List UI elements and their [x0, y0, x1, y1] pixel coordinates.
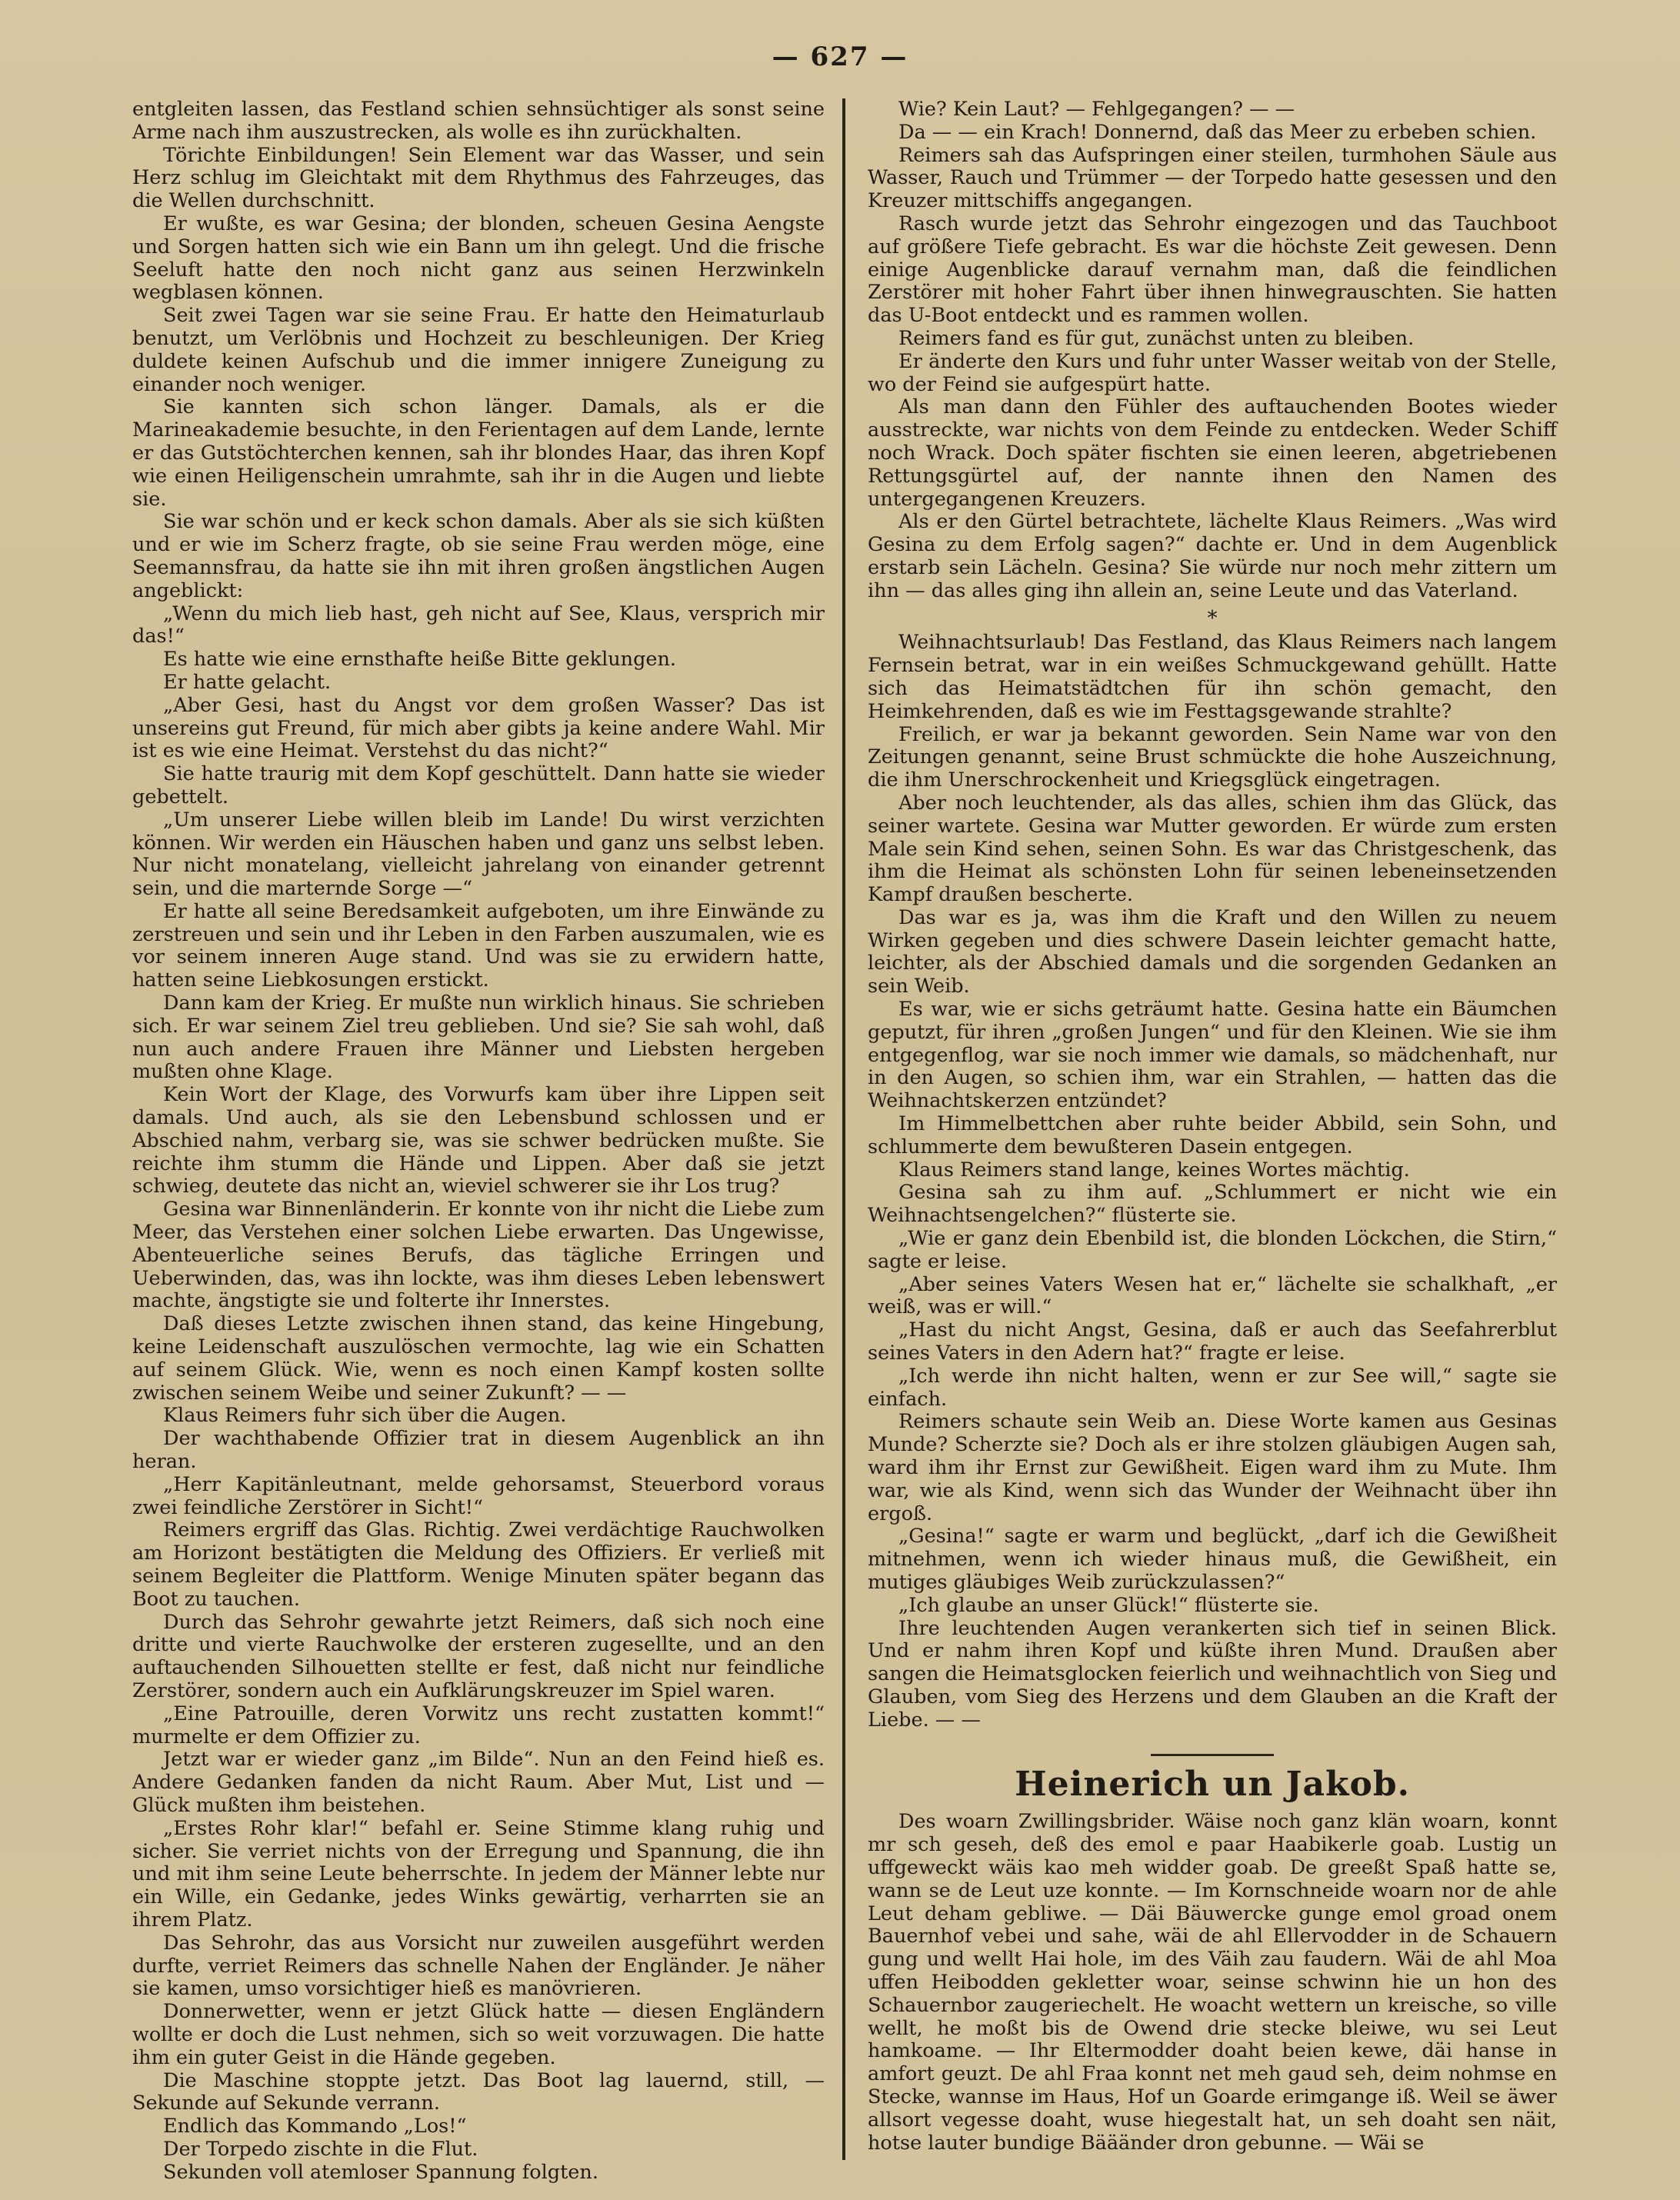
- paragraph: Er hatte all seine Beredsamkeit aufgeboten, um ihre Einwände zu zerstreuen und sein und ihr Leben in den Farben auszumalen, wie es vor seinem inneren Auge stand. Und was sie zu erwidern hatte, hatten seine Liebkosungen erstickt.: [132, 899, 825, 992]
- paragraph: Als man dann den Fühler des auftauchenden Bootes wieder ausstreckte, war nichts von dem Feinde zu entdecken. Weder Schiff noch Wrack. Doch später fischten sie einen leeren, abgetriebenen Rettungsgürtel auf, der nannte ihnen den Namen des untergegangenen Kreuzers.: [868, 395, 1557, 511]
- paragraph: Klaus Reimers stand lange, keines Wortes mächtig.: [898, 1158, 1410, 1182]
- section-star: *: [1207, 606, 1218, 630]
- paragraph: Freilich, er war ja bekannt geworden. Sein Name war von den Zeitungen genannt, seine Brust schmückte die hohe Auszeichnung, die ihm Unerschrockenheit und Kriegsglück eingetragen.: [868, 722, 1557, 792]
- paragraph: Das Sehrohr, das aus Vorsicht nur zuweilen ausgeführt werden durfte, verriet Reimers das schnelle Nahen der Engländer. Je näher sie kamen, umso vorsichtiger hieß es manövrieren.: [132, 1931, 825, 2001]
- paragraph: „Ich glaube an unser Glück!“ flüsterte sie.: [898, 1593, 1319, 1617]
- paragraph: Kein Wort der Klage, des Vorwurfs kam über ihre Lippen seit damals. Und auch, als sie den Lebensbund schlossen und er Abschied nahm, verbarg sie, was sie schwer bedrücken mußte. Sie reichte ihm stumm die Hände und Lippen. Aber daß sie jetzt schwieg, deutete das nicht an, wieviel schwerer sie ihr Los trug?: [132, 1083, 825, 1198]
- paragraph: Weihnachtsurlaub! Das Festland, das Klaus Reimers nach langem Fernsein betrat, war in ein weißes Schmuckgewand gehüllt. Hatte sich das Heimatstädtchen für ihn schön gemacht, den Heimkehrenden, daß es wie im Festtagsgewande strahlte?: [868, 631, 1557, 723]
- paragraph: Jetzt war er wieder ganz „im Bilde“. Nun an den Feind hieß es. Andere Gedanken fanden da nicht Raum. Aber Mut, List und — Glück mußten ihm beistehen.: [132, 1748, 825, 1817]
- paragraph: „Erstes Rohr klar!“ befahl er. Seine Stimme klang ruhig und sicher. Sie verriet nichts von der Erregung und Spannung, die ihn und mit ihm seine Leute beherrschte. In jedem der Männer lebte nur ein Wille, ein Gedanke, jedes Winks gewärtig, verharrten sie an ihrem Platz.: [132, 1816, 825, 1932]
- paragraph: „Wenn du mich lieb hast, geh nicht auf See, Klaus, versprich mir das!“: [132, 602, 825, 648]
- paragraph: Reimers sah das Aufspringen einer steilen, turmhohen Säule aus Wasser, Rauch und Trümmer — der Torpedo hatte gesessen und den Kreuzer mittschiffs angegangen.: [868, 143, 1557, 213]
- paragraph: „Herr Kapitänleutnant, melde gehorsamst, Steuerbord voraus zwei feindliche Zerstörer in Sicht!“: [132, 1472, 825, 1519]
- paragraph: „Aber seines Vaters Wesen hat er,“ lächelte sie schalkhaft, „er weiß, was er will.“: [868, 1272, 1557, 1319]
- paragraph: Der Torpedo zischte in die Flut.: [163, 2137, 478, 2161]
- paragraph: Endlich das Kommando „Los!“: [163, 2115, 467, 2138]
- paragraph: „Gesina!“ sagte er warm und beglückt, „darf ich die Gewißheit mitnehmen, wenn ich wieder hinaus muß, die Gewißheit, ein mutiges gläubiges Weib zurückzulassen?“: [868, 1525, 1557, 1594]
- paragraph: Wie? Kein Laut? — Fehlgegangen? — —: [898, 98, 1295, 121]
- page-number: — 627 —: [772, 42, 908, 72]
- dialect-paragraph: Des woarn Zwillingsbrider. Wäise noch ganz klän woarn, konnt mr sch geseh, deß des emol e paar Haabikerle goab. Lustig un uffgeweckt wäis kao meh widder goab. De greeßt Spaß hatte se, wann se de Leut uze konnte. — Im Kornschneide woarn nor de ahle Leut deham gebliwe. — Däi Bäuwercke gunge emol groad onem Bauernhof vebei und sahe, wäi de ahl Ellervodder in de Schauern gung und wellt Hai hole, im des Väih zau faudern. Wäi de ahl Moa uffen Heibodden gekletter woar, seinse schwinn hie un hon des Schauernbor zaugeriechelt. He woacht wettern un kreische, so ville wellt, he moßt bis de Owend drie stecke bleiwe, wu sei Leut hamkoame. — Ihr Eltermodder doaht beien kewe, däi hanse in amfort geuzt. De ahl Fraa konnt net meh gaud seh, deim nohmse en Stecke, wannse im Haus, Hof un Goarde erimgange iß. Weil se äwer allsort vegesse doaht, wuse hiegestalt hat, un seh doaht sen näit, hotse lauter bundige Bääänder dron gebunne. — Wäi se: [868, 1810, 1557, 2155]
- story-divider: [1151, 1754, 1274, 1756]
- christmas-section: [868, 632, 1557, 1732]
- paragraph: Er änderte den Kurs und fuhr unter Wasser weitab von der Stelle, wo der Feind sie aufgespürt hatte.: [868, 349, 1557, 396]
- paragraph: Seit zwei Tagen war sie seine Frau. Er hatte den Heimaturlaub benutzt, um Verlöbnis und Hochzeit zu beschleunigen. Der Krieg duldete keinen Aufschub und die immer innigere Zuneigung zu einander noch weniger.: [132, 304, 825, 396]
- paragraph: Es hatte wie eine ernsthafte heiße Bitte geklungen.: [163, 648, 677, 672]
- paragraph: Dann kam der Krieg. Er mußte nun wirklich hinaus. Sie schrieben sich. Er war seinem Ziel treu geblieben. Und sie? Sie sah wohl, daß nun auch andere Frauen ihre Männer und Liebsten hergeben mußten ohne Klage.: [132, 992, 825, 1084]
- paragraph: „Wie er ganz dein Ebenbild ist, die blonden Löckchen, die Stirn,“ sagte er leise.: [868, 1227, 1557, 1273]
- paragraph: „Ich werde ihn nicht halten, wenn er zur See will,“ sagte sie einfach.: [868, 1364, 1557, 1411]
- paragraph: Aber noch leuchtender, als das alles, schien ihm das Glück, das seiner wartete. Gesina war Mutter geworden. Er würde zum ersten Male sein Kind sehen, seinen Sohn. Es war das Christgeschenk, das ihm die Heimat als schönsten Lohn für seinen lebeneinsetzenden Kampf draußen bescherte.: [868, 791, 1557, 907]
- paragraph: Reimers fand es für gut, zunächst unten zu bleiben.: [898, 326, 1415, 350]
- paragraph: Törichte Einbildungen! Sein Element war das Wasser, und sein Herz schlug im Gleichtakt mit dem Rhythmus des Fahrzeuges, das die Wellen durchschnitt.: [132, 143, 825, 213]
- paragraph: Sekunden voll atemloser Spannung folgten.: [163, 2160, 598, 2184]
- paragraph: „Um unserer Liebe willen bleib im Lande! Du wirst verzichten können. Wir werden ein Häuschen haben und ganz uns selbst leben. Nur nicht monatelang, vielleicht jahrelang von einander getrennt sein, und die marternde Sorge —“: [132, 808, 825, 901]
- paragraph: „Hast du nicht Angst, Gesina, daß er auch das Seefahrerblut seines Vaters in den Adern hat?“ fragte er leise.: [868, 1318, 1557, 1365]
- paragraph: „Eine Patrouille, deren Vorwitz uns recht zustatten kommt!“ murmelte er dem Offizier zu.: [132, 1702, 825, 1748]
- paragraph: Donnerwetter, wenn er jetzt Glück hatte — diesen Engländern wollte er doch die Lust nehmen, sich so weit vorzuwagen. Die hatte ihm ein guter Geist in die Hände gegeben.: [132, 2000, 825, 2069]
- paragraph: Die Maschine stoppte jetzt. Das Boot lag lauernd, still, — Sekunde auf Sekunde verrann.: [132, 2068, 825, 2115]
- paragraph: Gesina war Binnenländerin. Er konnte von ihr nicht die Liebe zum Meer, das Verstehen einer solchen Liebe erwarten. Das Ungewisse, Abenteuerliche seines Berufs, das tägliche Erringen und Ueberwinden, das, was ihn lockte, was ihm dieses Leben lebenswert machte, ängstigte sie und folterte ihr Innerstes.: [132, 1198, 825, 1313]
- paragraph: Gesina sah zu ihm auf. „Schlummert er nicht wie ein Weihnachtsengelchen?“ flüsterte sie.: [868, 1181, 1557, 1228]
- paragraph: Als er den Gürtel betrachtete, lächelte Klaus Reimers. „Was wird Gesina zu dem Erfolg sagen?“ dachte er. Und in dem Augenblick erstarb sein Lächeln. Gesina? Sie würde nur noch mehr zittern um ihn — das alles ging ihn allein an, seine Leute und das Vaterland.: [868, 510, 1557, 602]
- paragraph: Da — — ein Krach! Donnernd, daß das Meer zu erbeben schien.: [898, 120, 1537, 144]
- paragraph: Der wachthabende Offizier trat in diesem Augenblick an ihn heran.: [132, 1427, 825, 1474]
- paragraph: Reimers schaute sein Weib an. Diese Worte kamen aus Gesinas Munde? Scherzte sie? Doch als er ihre stolzen gläubigen Augen sah, ward ihm ihr Ernst zur Gewißheit. Eigen ward ihm zu Mute. Ihm war, wie als Kind, wenn sich das Wunder der Weihnacht über ihn ergoß.: [868, 1410, 1557, 1525]
- paragraph: Rasch wurde jetzt das Sehrohr eingezogen und das Tauchboot auf größere Tiefe gebracht. Es war die höchste Zeit gewesen. Denn einige Augenblicke darauf vernahm man, daß die feindlichen Zerstörer mit hoher Fahrt über ihnen hinwegrauschten. Sie hatten das U-Boot entdeckt und es rammen wollen.: [868, 212, 1557, 328]
- paragraph: Reimers ergriff das Glas. Richtig. Zwei verdächtige Rauchwolken am Horizont bestätigten die Meldung des Offiziers. Er verließ mit seinem Begleiter die Plattform. Wenige Minuten später begann das Boot zu tauchen.: [132, 1518, 825, 1611]
- paragraph: Klaus Reimers fuhr sich über die Augen.: [163, 1404, 567, 1428]
- paragraph: Das war es ja, was ihm die Kraft und den Willen zu neuem Wirken gegeben und dies schwere Dasein leichter gemacht hatte, leichter, als der Abschied damals und die sorgenden Gedanken an sein Weib.: [868, 905, 1557, 998]
- paragraph: Es war, wie er sichs geträumt hatte. Gesina hatte ein Bäumchen geputzt, für ihren „großen Jungen“ und für den Kleinen. Wie sie ihm entgegenflog, war sie noch immer wie damals, so mädchenhaft, nur in den Augen, so schien ihm, war ein Strahlen, — hatten das die Weihnachtskerzen entzündet?: [868, 998, 1557, 1113]
- paragraph: Ihre leuchtenden Augen verankerten sich tief in seinen Blick. Und er nahm ihren Kopf und küßte ihren Mund. Draußen aber sangen die Heimatsglocken feierlich und weihnachtlich von Sieg und Glauben, vom Sieg des Herzens und dem Glauben an die Kraft der Liebe. — —: [868, 1616, 1557, 1732]
- paragraph: Daß dieses Letzte zwischen ihnen stand, das keine Hingebung, keine Leidenschaft auszulöschen vermochte, lag wie ein Schatten auf seinem Glück. Wie, wenn es noch einen Kampf kosten sollte zwischen seinem Weibe und seiner Zukunft? — —: [132, 1312, 825, 1405]
- second-story-body: [868, 1811, 1557, 2155]
- paragraph: entgleiten lassen, das Festland schien sehnsüchtiger als sonst seine Arme nach ihm auszustrecken, als wolle es ihn zurückhalten.: [132, 98, 825, 144]
- paragraph: Sie war schön und er keck schon damals. Aber als sie sich küßten und er wie im Scherz fragte, ob sie seine Frau werden möge, eine Seemannsfrau, da hatte sie ihn mit ihren großen ängstlichen Augen angeblickt:: [132, 510, 825, 602]
- paragraph: Sie kannten sich schon länger. Damals, als er die Marineakademie besuchte, in den Ferientagen auf dem Lande, lernte er das Gutstöchterchen kennen, sah ihr blondes Haar, das ihren Kopf wie einen Heiligenschein umrahmte, sah ihr in die Augen und liebte sie.: [132, 395, 825, 511]
- column-divider: [842, 98, 845, 2160]
- story-continuation: [868, 98, 1557, 603]
- paragraph: Im Himmelbettchen aber ruhte beider Abbild, sein Sohn, und schlummerte dem bewußteren Dasein entgegen.: [868, 1112, 1557, 1158]
- paragraph: Er hatte gelacht.: [163, 670, 332, 694]
- paragraph: Er wußte, es war Gesina; der blonden, scheuen Gesina Aengste und Sorgen hatten sich wie ein Bann um ihn gelegt. Und die frische Seeluft hatte den noch nicht ganz aus seinen Herzwinkeln wegblasen können.: [132, 212, 825, 305]
- paragraph: Sie hatte traurig mit dem Kopf geschüttelt. Dann hatte sie wieder gebettelt.: [132, 762, 825, 808]
- paragraph: „Aber Gesi, hast du Angst vor dem großen Wasser? Das ist unsereins gut Freund, für mich aber gibts ja keine andere Wahl. Mir ist es wie eine Heimat. Verstehst du das nicht?“: [132, 693, 825, 763]
- right-column: [868, 98, 1557, 2160]
- left-column: [132, 98, 825, 2184]
- paragraph: Durch das Sehrohr gewahrte jetzt Reimers, daß sich noch eine dritte und vierte Rauchwolke der ersteren zugesellte, und an den auftauchenden Silhouetten stellte er fest, daß nicht nur feindliche Zerstörer, sondern auch ein Aufklärungskreuzer im Spiel waren.: [132, 1610, 825, 1702]
- story-title: Heinerich un Jakob.: [1015, 1764, 1410, 1804]
